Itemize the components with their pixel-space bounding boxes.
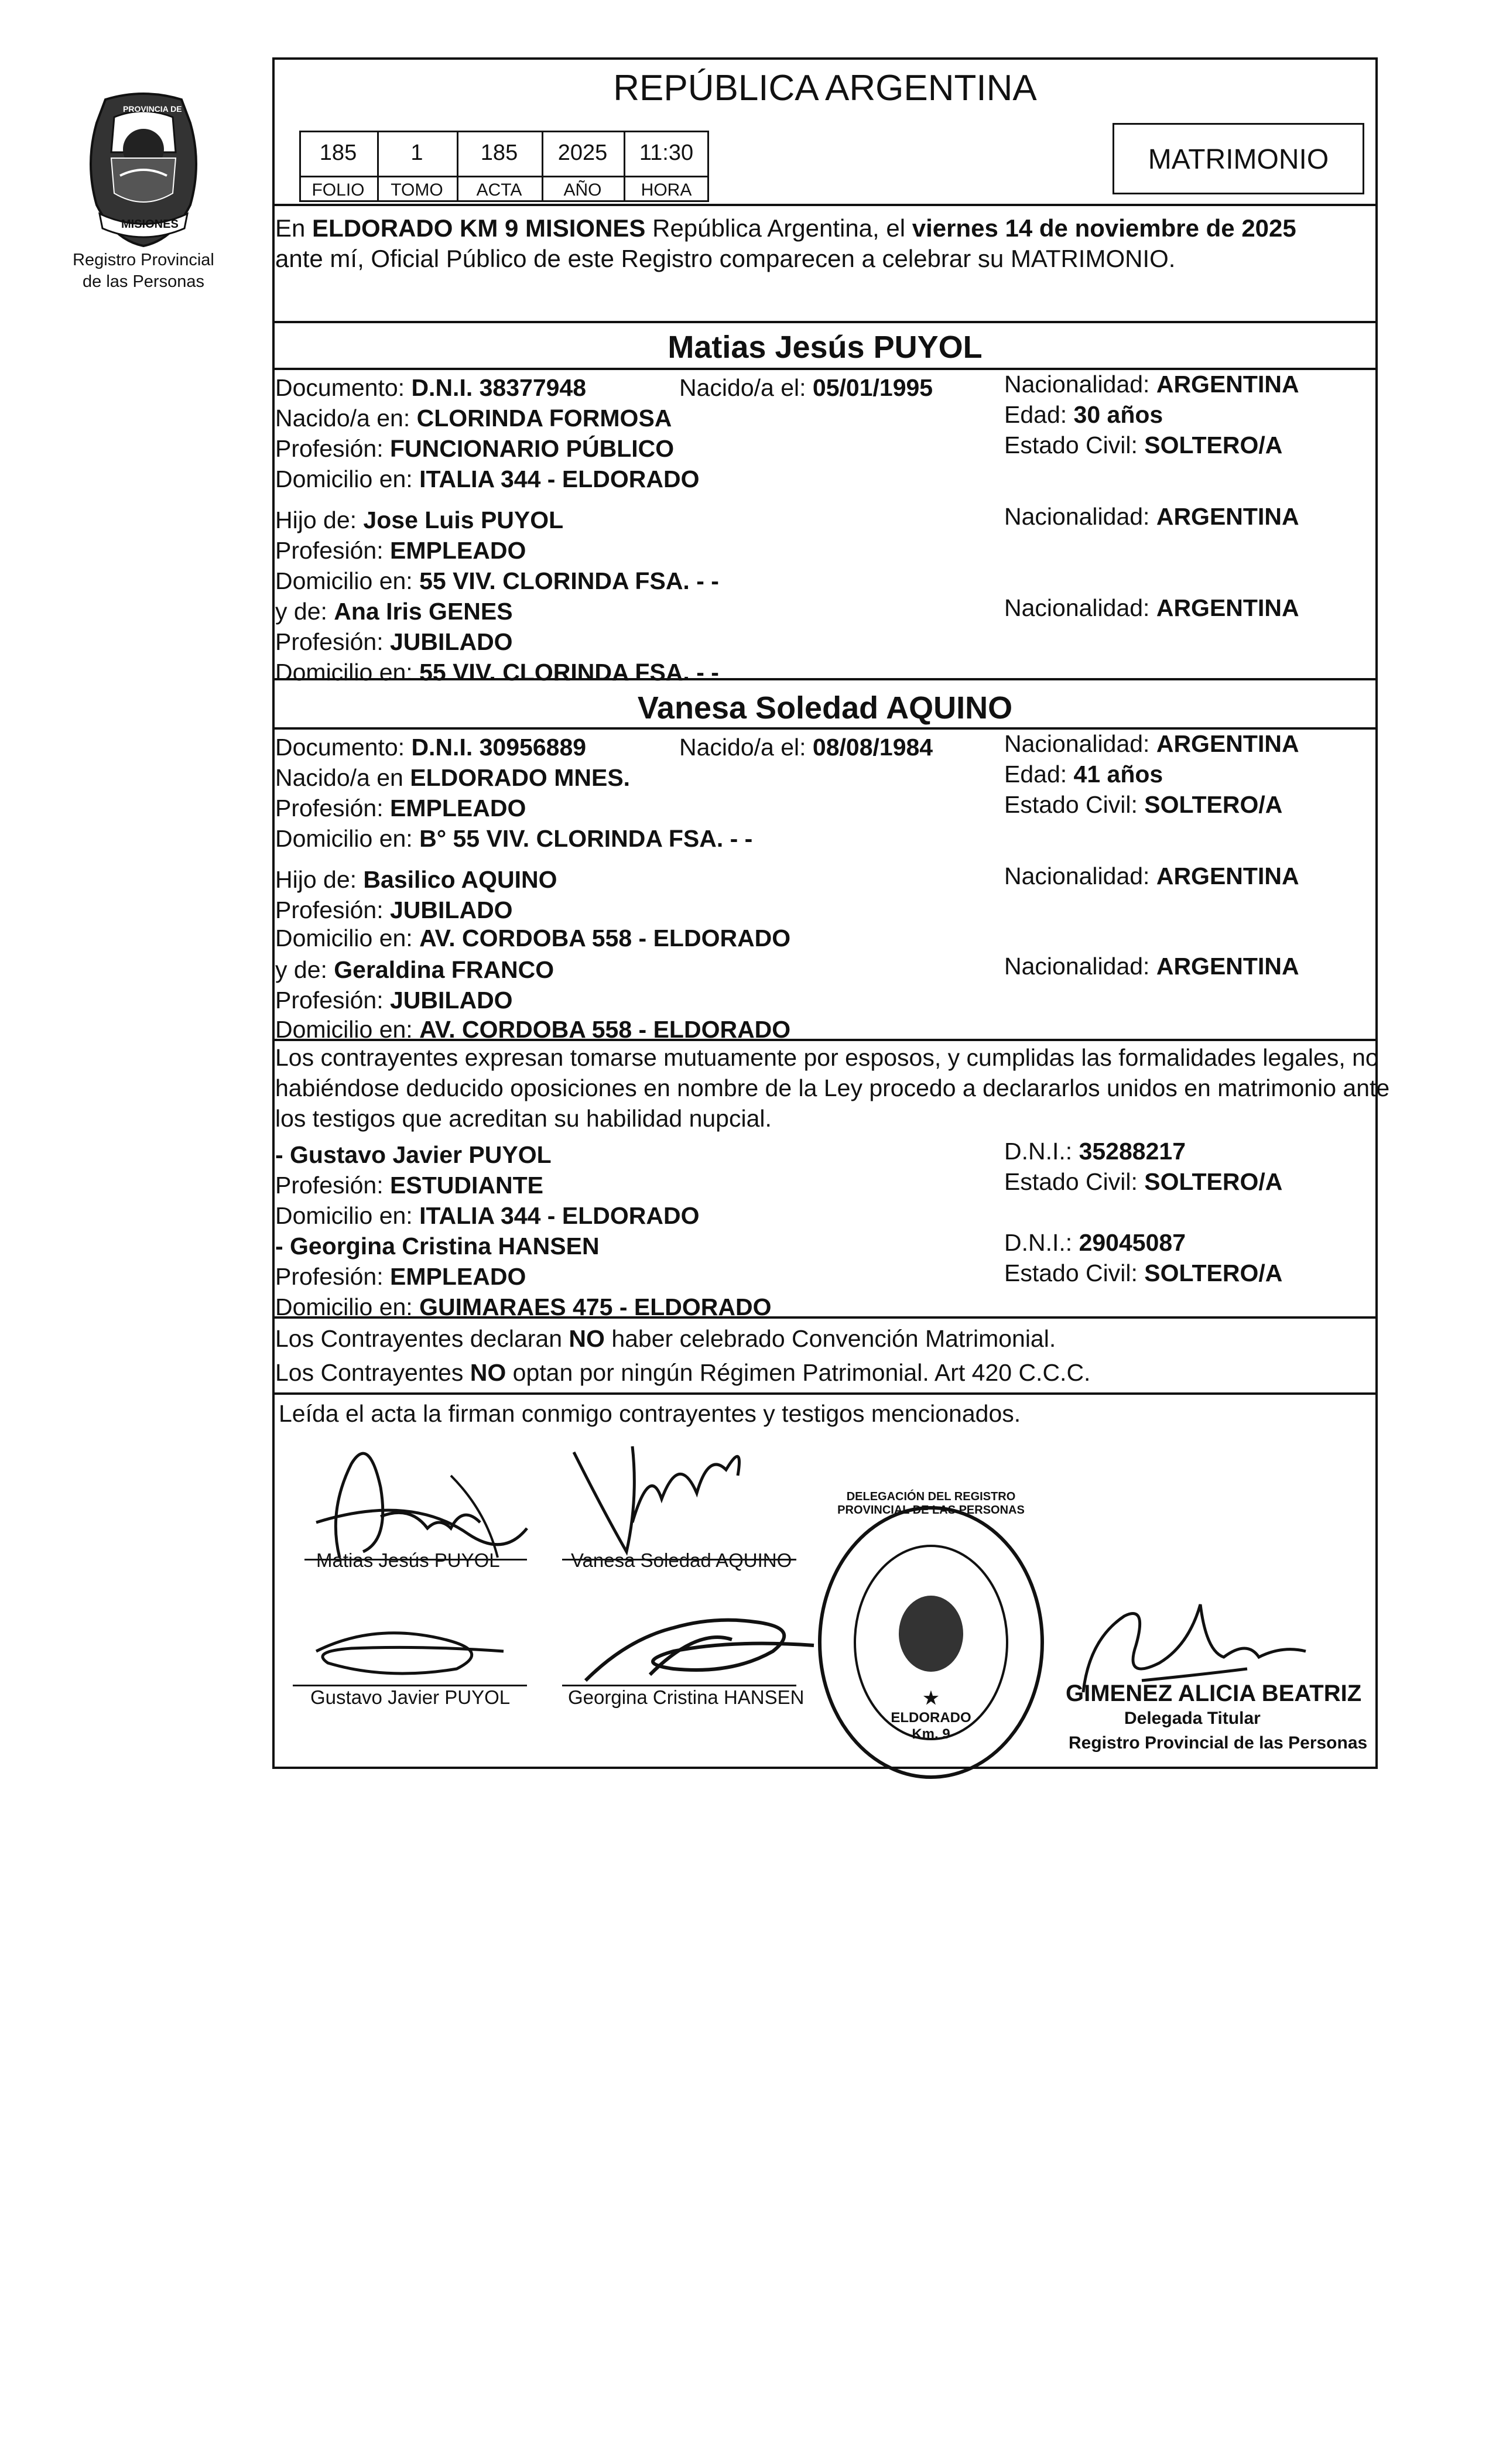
spouse2-birthdate: Nacido/a el: 08/08/1984 [679,734,933,761]
spouse1-civil-status: Estado Civil: SOLTERO/A [1004,432,1283,458]
spouse2-profession: Profesión: EMPLEADO [275,795,526,822]
convention-line-1: Los Contrayentes declaran NO haber celebrado Convención Matrimonial. [275,1325,1056,1352]
spouse1-mother-profession: Profesión: JUBILADO [275,628,513,655]
spouse2-mother-profession: Profesión: JUBILADO [275,987,513,1014]
spouse1-age: Edad: 30 años [1004,401,1163,428]
intro-date: viernes 14 de noviembre de 2025 [912,214,1296,242]
spouse2-father: Hijo de: Basilico AQUINO [275,866,557,893]
signature-caption-1: Matias Jesús PUYOL [316,1549,500,1571]
tomo-value: 1 [410,141,423,165]
witness2-dni: D.N.I.: 29045087 [1004,1229,1186,1256]
spouse1-profession: Profesión: FUNCIONARIO PÚBLICO [275,435,675,462]
stamp-inner-text: ELDORADO Km. 9 [891,1710,971,1742]
spouse1-father: Hijo de: Jose Luis PUYOL [275,507,564,533]
signature-caption-2: Vanesa Soledad AQUINO [571,1549,792,1571]
intro-line-2: ante mí, Oficial Público de este Registro comparecen a celebrar su MATRIMONIO. [275,245,1176,272]
logo-caption-1: Registro Provincial [73,251,214,269]
spouse2-mother-address: Domicilio en: AV. CORDOBA 558 - ELDORADO [275,1016,791,1043]
signature-scribble-2 [568,1429,761,1569]
spouse2-address: Domicilio en: B° 55 VIV. CLORINDA FSA. - - [275,825,753,852]
page-title: REPÚBLICA ARGENTINA [613,68,1037,108]
tomo-label: TOMO [391,180,443,200]
witness1-dni: D.N.I.: 35288217 [1004,1138,1186,1165]
svg-text:★: ★ [923,1689,939,1708]
spouse2-age: Edad: 41 años [1004,761,1163,788]
officer-registry: Registro Provincial de las Personas [1069,1733,1368,1753]
spouse2-name: Vanesa Soledad AQUINO [637,690,1013,725]
signature-caption-4: Georgina Cristina HANSEN [568,1686,805,1708]
hora-value: 11:30 [639,141,694,165]
spouse1-father-profession: Profesión: EMPLEADO [275,537,526,564]
folio-label: FOLIO [312,180,365,200]
logo-caption-2: de las Personas [83,272,204,291]
intro-place: ELDORADO KM 9 MISIONES [312,214,646,242]
signature-scribble-3 [304,1616,515,1681]
signature-scribble-4 [580,1604,826,1692]
seal-bottom-text: MISIONES [121,218,179,231]
witness1-name: - Gustavo Javier PUYOL [275,1141,552,1168]
intro-line-1: En ELDORADO KM 9 MISIONES República Argentina, el viernes 14 de noviembre de 2025 [275,214,1296,242]
spouse1-documento: Documento: D.N.I. 38377948 [275,374,587,401]
witness2-address: Domicilio en: GUIMARAES 475 - ELDORADO [275,1293,772,1320]
spouse2-nationality: Nacionalidad: ARGENTINA [1004,730,1299,757]
witness1-civil-status: Estado Civil: SOLTERO/A [1004,1168,1283,1195]
spouse1-name: Matias Jesús PUYOL [668,330,983,365]
signature-caption-3: Gustavo Javier PUYOL [310,1686,511,1708]
spouse2-mother-nationality: Nacionalidad: ARGENTINA [1004,953,1299,980]
officer-name: GIMENEZ ALICIA BEATRIZ [1066,1681,1362,1706]
spouse2-documento: Documento: D.N.I. 30956889 [275,734,587,761]
spouse1-birthdate: Nacido/a el: 05/01/1995 [679,374,933,401]
spouse1-address: Domicilio en: ITALIA 344 - ELDORADO [275,466,700,492]
spouse1-nationality: Nacionalidad: ARGENTINA [1004,371,1299,398]
spouse1-father-address: Domicilio en: 55 VIV. CLORINDA FSA. - - [275,567,719,594]
witness2-profession: Profesión: EMPLEADO [275,1263,526,1290]
stamp-ring-text: DELEGACIÓN DEL REGISTRO PROVINCIAL DE LAS PERSONAS [837,1490,1025,1517]
acta-label: ACTA [476,180,522,200]
witness2-civil-status: Estado Civil: SOLTERO/A [1004,1260,1283,1286]
spouse2-father-nationality: Nacionalidad: ARGENTINA [1004,863,1299,889]
spouse1-mother: y de: Ana Iris GENES [275,598,513,625]
witness2-name: - Georgina Cristina HANSEN [275,1233,600,1260]
spouse2-father-profession: Profesión: JUBILADO [275,896,513,923]
spouse1-mother-address: Domicilio en: 55 VIV. CLORINDA FSA. - - [275,659,719,686]
declaration-line-1: Los contrayentes expresan tomarse mutuamente por esposos, y cumplidas las formalidades legales, no [275,1044,1379,1071]
spouse1-birthplace: Nacido/a en: CLORINDA FORMOSA [275,405,672,432]
officer-role: Delegada Titular [1124,1709,1261,1728]
folio-value: 185 [319,141,357,165]
registry-logo [56,88,231,299]
hora-label: HORA [641,180,692,200]
closing-statement: Leída el acta la firman conmigo contrayentes y testigos mencionados. [279,1400,1021,1427]
seal-top-text: PROVINCIA DE [123,104,182,114]
witness1-address: Domicilio en: ITALIA 344 - ELDORADO [275,1202,700,1229]
spouse2-birthplace: Nacido/a en ELDORADO MNES. [275,764,631,791]
act-type-label: MATRIMONIO [1148,144,1329,175]
spouse2-father-address: Domicilio en: AV. CORDOBA 558 - ELDORADO [275,925,791,952]
anio-value: 2025 [557,141,608,165]
witness1-profession: Profesión: ESTUDIANTE [275,1172,543,1199]
declaration-line-3: los testigos que acreditan su habilidad nupcial. [275,1105,772,1132]
declaration-line-2: habiéndose deducido oposiciones en nombre de la Ley procedo a declararlos unidos en matrimonio ante [275,1074,1390,1101]
anio-label: AÑO [563,180,602,200]
spouse2-mother: y de: Geraldina FRANCO [275,956,554,983]
spouse2-civil-status: Estado Civil: SOLTERO/A [1004,791,1283,818]
acta-value: 185 [480,141,518,165]
spouse1-mother-nationality: Nacionalidad: ARGENTINA [1004,594,1299,621]
convention-line-2: Los Contrayentes NO optan por ningún Régimen Patrimonial. Art 420 C.C.C. [275,1359,1091,1386]
spouse1-father-nationality: Nacionalidad: ARGENTINA [1004,503,1299,530]
